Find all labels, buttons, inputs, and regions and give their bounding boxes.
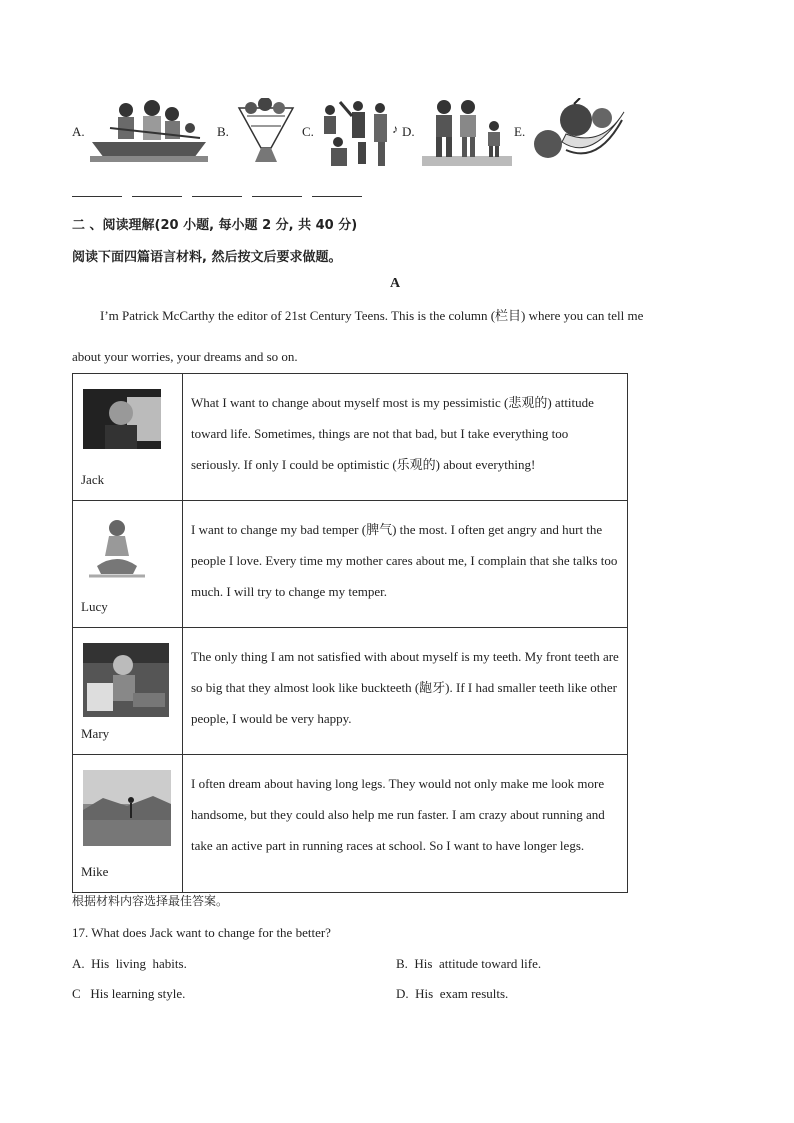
option-a-label: A. bbox=[72, 124, 85, 139]
intro-line-1: I’m Patrick McCarthy the editor of 21st Century Teens. This is the column (栏目) where you can tell me bbox=[100, 308, 644, 323]
option-a[interactable]: A. His living habits. bbox=[72, 956, 187, 971]
person-name: Mike bbox=[81, 864, 109, 879]
photo-cell bbox=[73, 501, 183, 628]
intro-line-2: about your worries, your dreams and so on. bbox=[72, 349, 298, 364]
fruit-picture bbox=[532, 98, 626, 162]
music-note-icon: ♪ bbox=[392, 122, 398, 136]
answer-blank-1[interactable] bbox=[72, 196, 122, 197]
person-name: Lucy bbox=[81, 599, 108, 614]
section-instruction: 阅读下面四篇语言材料, 然后按文后要求做题。 bbox=[72, 250, 342, 265]
table-row bbox=[73, 628, 628, 755]
part-title: A bbox=[390, 276, 401, 291]
answer-blank-4[interactable] bbox=[252, 196, 302, 197]
answer-blank-2[interactable] bbox=[132, 196, 182, 197]
lucy-photo bbox=[83, 516, 151, 582]
family-walk-picture bbox=[422, 98, 512, 166]
mike-photo bbox=[83, 770, 171, 846]
letter-text: I often dream about having long legs. They would not only make me look more handsome, but they could also help me run faster. I am crazy about running and take an active part in running races at school. So I want to have longer legs. bbox=[183, 755, 628, 893]
person-name: Jack bbox=[81, 472, 105, 487]
flowers-bouquet-picture bbox=[235, 98, 297, 166]
option-c-label: C. bbox=[302, 124, 314, 139]
option-e-label: E. bbox=[514, 124, 526, 139]
question-stem: 17. What does Jack want to change for the better? bbox=[72, 925, 331, 940]
mary-photo bbox=[83, 643, 169, 717]
letter-text: I want to change my bad temper (脾气) the most. I often get angry and hurt the people I love. Every time my mother cares about me, I complain that she talks too much. I will try to change my temper. bbox=[183, 501, 628, 628]
answer-blank-5[interactable] bbox=[312, 196, 362, 197]
option-d[interactable]: D. His exam results. bbox=[396, 986, 509, 1001]
section-heading: 二 、阅读理解(20 小题, 每小题 2 分, 共 40 分) bbox=[72, 218, 358, 233]
family-boat-picture bbox=[90, 98, 208, 162]
letters-table bbox=[72, 373, 628, 893]
option-d-label: D. bbox=[402, 124, 415, 139]
table-row bbox=[73, 374, 628, 501]
option-b-label: B. bbox=[217, 124, 229, 139]
answer-blank-3[interactable] bbox=[192, 196, 242, 197]
option-c[interactable]: C His learning style. bbox=[72, 986, 186, 1001]
photo-cell bbox=[73, 374, 183, 501]
letter-text: What I want to change about myself most is my pessimistic (悲观的) attitude toward life. Sometimes, things are not that bad, but I take everything too seriously. If only I could be optimistic (乐观的) about everything! bbox=[183, 374, 628, 501]
letter-text: The only thing I am not satisfied with about myself is my teeth. My front teeth are so big that they almost look like buckteeth (龅牙). If I had smaller teeth like other people, I would be very happy. bbox=[183, 628, 628, 755]
option-b[interactable]: B. His attitude toward life. bbox=[396, 956, 542, 971]
jack-photo bbox=[83, 389, 161, 449]
question-instruction: 根据材料内容选择最佳答案。 bbox=[72, 894, 229, 908]
person-name: Mary bbox=[81, 726, 110, 741]
photo-cell bbox=[73, 755, 183, 893]
photo-cell bbox=[73, 628, 183, 755]
table-row bbox=[73, 755, 628, 893]
dancing-people-picture bbox=[318, 98, 396, 170]
table-row bbox=[73, 501, 628, 628]
